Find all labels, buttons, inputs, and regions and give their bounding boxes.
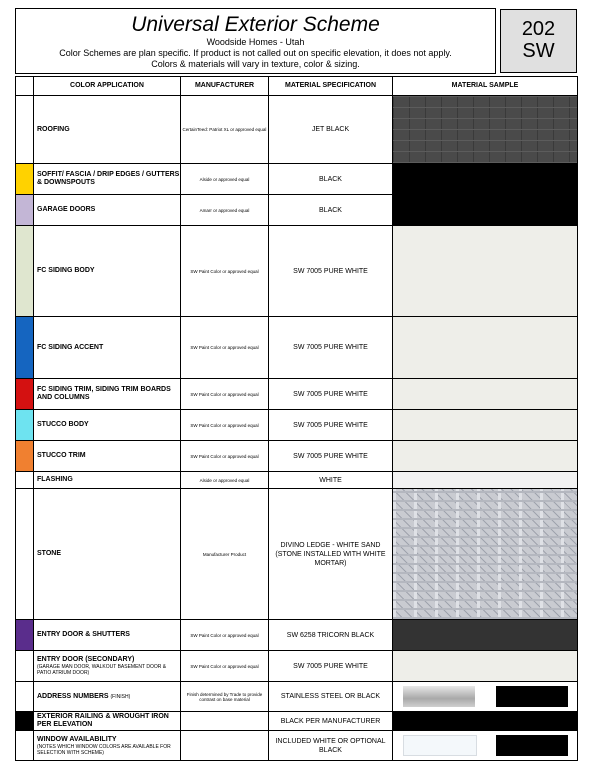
- material-sample: [393, 164, 578, 195]
- application-cell: [34, 620, 181, 651]
- stainless-steel-sample: [403, 686, 475, 707]
- sheet-header: [15, 8, 577, 74]
- specification-cell: STAINLESS STEEL OR BLACK: [269, 682, 393, 712]
- color-swatch: [16, 317, 34, 379]
- application-cell: [34, 410, 181, 441]
- manufacturer-cell: CertainTeed: Patriot XL or approved equal: [181, 96, 269, 164]
- specification-cell: SW 7005 PURE WHITE: [269, 441, 393, 472]
- specification-cell: BLACK: [269, 164, 393, 195]
- specification-cell: SW 7005 PURE WHITE: [269, 651, 393, 682]
- application-cell: [34, 651, 181, 682]
- application-cell: [34, 317, 181, 379]
- manufacturer-cell: SW Paint Color or approved equal: [181, 441, 269, 472]
- black-sample: [496, 735, 568, 756]
- manufacturer-cell: Finish determined by Trade to provide contrast on base material: [181, 682, 269, 712]
- plan-note: Color Schemes are plan specific. If product is not called out on specific elevation, it does not apply.: [59, 48, 452, 58]
- material-sample: [393, 441, 578, 472]
- builder-subtitle: Woodside Homes - Utah: [206, 37, 305, 47]
- color-swatch: [16, 620, 34, 651]
- application-cell: [34, 226, 181, 317]
- application-cell: [34, 441, 181, 472]
- application-label: FC SIDING BODY: [37, 267, 95, 274]
- application-label: ENTRY DOOR & SHUTTERS: [37, 631, 130, 638]
- manufacturer-cell: SW Paint Color or approved equal: [181, 226, 269, 317]
- material-sample: [393, 472, 578, 489]
- material-sample: [393, 379, 578, 410]
- material-sample: [393, 682, 578, 712]
- application-label: STONE: [37, 550, 61, 557]
- application-label: GARAGE DOORS: [37, 206, 96, 213]
- material-sample: [393, 489, 578, 620]
- manufacturer-cell: [181, 712, 269, 731]
- table-row: [16, 410, 578, 441]
- application-cell: [34, 489, 181, 620]
- application-label: ADDRESS NUMBERS: [37, 692, 111, 700]
- application-label: WINDOW AVAILABILITY: [37, 735, 117, 743]
- header-box: [15, 8, 496, 74]
- manufacturer-cell: SW Paint Color or approved equal: [181, 620, 269, 651]
- specification-cell: SW 6258 TRICORN BLACK: [269, 620, 393, 651]
- specification-cell: SW 7005 PURE WHITE: [269, 379, 393, 410]
- application-label: STUCCO BODY: [37, 421, 89, 428]
- application-cell: [34, 731, 181, 761]
- table-row: [16, 164, 578, 195]
- scheme-number: 202: [521, 18, 556, 40]
- stone-sample: [393, 489, 577, 619]
- scheme-code: SW: [522, 40, 555, 62]
- sample-header: MATERIAL SAMPLE: [393, 77, 578, 96]
- application-note: (FINISH): [110, 693, 131, 700]
- color-swatch: [16, 712, 34, 731]
- manufacturer-cell: Alside or approved equal: [181, 472, 269, 489]
- table-body: [16, 96, 578, 761]
- application-label: FLASHING: [37, 476, 73, 483]
- scheme-code-box: [500, 9, 577, 73]
- specification-cell: WHITE: [269, 472, 393, 489]
- manufacturer-cell: [181, 731, 269, 761]
- table-row: [16, 472, 578, 489]
- specification-cell: BLACK PER MANUFACTURER: [269, 712, 393, 731]
- manufacturer-cell: SW Paint Color or approved equal: [181, 379, 269, 410]
- table-row: [16, 651, 578, 682]
- material-sample: [393, 620, 578, 651]
- color-swatch: [16, 651, 34, 682]
- manufacturer-cell: SW Paint Color or approved equal: [181, 651, 269, 682]
- roof-shingle-sample: [393, 96, 577, 163]
- color-swatch: [16, 731, 34, 761]
- application-cell: [34, 164, 181, 195]
- color-swatch: [16, 410, 34, 441]
- swatch-header: [16, 77, 34, 96]
- table-row: [16, 195, 578, 226]
- color-swatch: [16, 379, 34, 410]
- black-sample: [496, 686, 568, 707]
- application-cell: [34, 682, 181, 712]
- material-sample: [393, 651, 578, 682]
- materials-table: [15, 76, 578, 761]
- color-swatch: [16, 441, 34, 472]
- specification-cell: BLACK: [269, 195, 393, 226]
- table-row: [16, 731, 578, 761]
- application-label: FC SIDING TRIM, SIDING TRIM BOARDS AND COLUMNS: [37, 386, 171, 401]
- table-row: [16, 379, 578, 410]
- manufacturer-cell: Manufacturer Product: [181, 489, 269, 620]
- specification-cell: DIVINO LEDGE - WHITE SAND (STONE INSTALLED WITH WHITE MORTAR): [269, 489, 393, 620]
- table-row: [16, 441, 578, 472]
- application-note: (GARAGE MAN DOOR, WALKOUT BASEMENT DOOR & PATIO ATRIUM DOOR): [37, 664, 167, 676]
- specification-cell: JET BLACK: [269, 96, 393, 164]
- application-cell: [34, 472, 181, 489]
- table-row: [16, 620, 578, 651]
- table-row: [16, 96, 578, 164]
- material-sample: [393, 712, 578, 731]
- application-note: (NOTES WHICH WINDOW COLORS ARE AVAILABLE FOR SELECTION WITH SCHEME): [37, 743, 171, 756]
- table-row: [16, 489, 578, 620]
- material-sample: [393, 226, 578, 317]
- material-sample: [393, 317, 578, 379]
- color-swatch: [16, 195, 34, 226]
- color-swatch: [16, 489, 34, 620]
- manufacturer-cell: SW Paint Color or approved equal: [181, 410, 269, 441]
- application-cell: [34, 195, 181, 226]
- color-swatch: [16, 682, 34, 712]
- specification-cell: INCLUDED WHITE OR OPTIONAL BLACK: [269, 731, 393, 761]
- application-label: ENTRY DOOR (SECONDARY): [37, 656, 135, 663]
- application-label: ROOFING: [37, 125, 70, 133]
- table-header-row: [16, 77, 578, 96]
- page-title: Universal Exterior Scheme: [131, 13, 380, 36]
- material-sample: [393, 195, 578, 226]
- application-cell: [34, 379, 181, 410]
- application-header: COLOR APPLICATION: [34, 77, 181, 96]
- table-row: [16, 226, 578, 317]
- application-cell: [34, 712, 181, 731]
- application-label: SOFFIT/ FASCIA / DRIP EDGES / GUTTERS & DOWNSPOUTS: [37, 171, 180, 186]
- material-sample: [393, 96, 578, 164]
- table-row: [16, 317, 578, 379]
- material-sample: [393, 410, 578, 441]
- color-swatch: [16, 472, 34, 489]
- manufacturer-cell: Alside or approved equal: [181, 164, 269, 195]
- application-label: FC SIDING ACCENT: [37, 343, 104, 351]
- application-label: EXTERIOR RAILING & WROUGHT IRON PER ELEVATION: [37, 713, 169, 728]
- color-swatch: [16, 96, 34, 164]
- white-window-sample: [403, 735, 477, 756]
- specification-cell: SW 7005 PURE WHITE: [269, 317, 393, 379]
- specification-cell: SW 7005 PURE WHITE: [269, 410, 393, 441]
- scheme-sheet: [15, 8, 577, 760]
- application-label: STUCCO TRIM: [37, 452, 86, 459]
- specification-header: MATERIAL SPECIFICATION: [269, 77, 393, 96]
- material-sample: [393, 731, 578, 761]
- specification-cell: SW 7005 PURE WHITE: [269, 226, 393, 317]
- application-cell: [34, 96, 181, 164]
- variation-note: Colors & materials will vary in texture, color & sizing.: [151, 59, 360, 69]
- color-swatch: [16, 164, 34, 195]
- manufacturer-header: MANUFACTURER: [181, 77, 269, 96]
- manufacturer-cell: SW Paint Color or approved equal: [181, 317, 269, 379]
- color-swatch: [16, 226, 34, 317]
- manufacturer-cell: Amarr or approved equal: [181, 195, 269, 226]
- table-row: [16, 712, 578, 731]
- table-row: [16, 682, 578, 712]
